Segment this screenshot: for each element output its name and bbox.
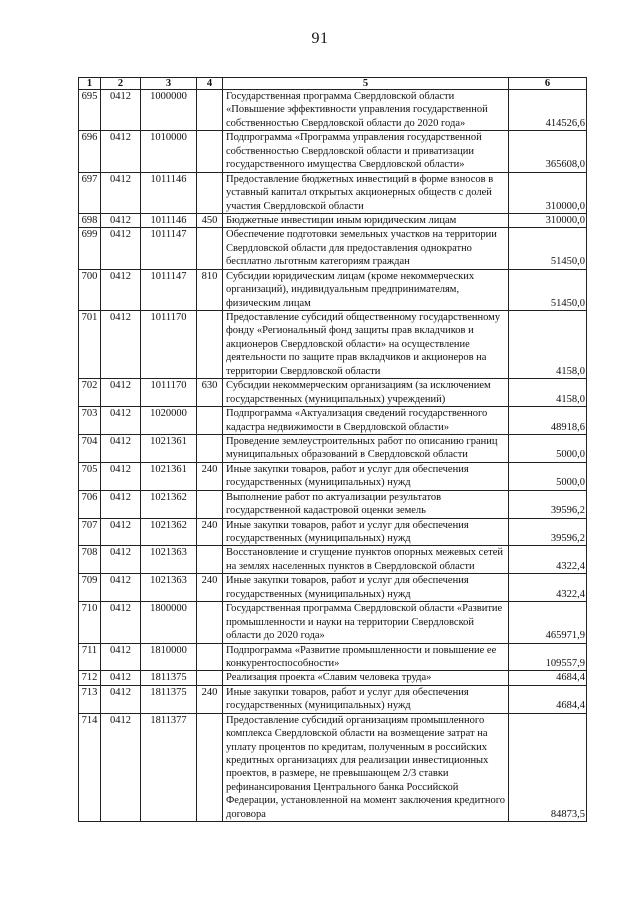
section-code-cell: 0412 [101, 407, 141, 435]
expense-type-cell [197, 546, 223, 574]
expense-type-cell [197, 172, 223, 213]
expense-type-cell [197, 490, 223, 518]
target-code-cell: 1021363 [141, 546, 197, 574]
section-code-cell: 0412 [101, 643, 141, 671]
expense-type-cell [197, 311, 223, 379]
expense-type-cell: 240 [197, 462, 223, 490]
description-cell: Обеспечение подготовки земельных участков на территории Свердловской области для предоставления однократно бесплатно льготным категориям граждан [223, 228, 509, 269]
description-cell: Иные закупки товаров, работ и услуг для обеспечения государственных (муниципальных) нужд [223, 518, 509, 546]
target-code-cell: 1020000 [141, 407, 197, 435]
budget-table [78, 77, 587, 822]
target-code-cell: 1021361 [141, 434, 197, 462]
target-code-cell: 1011170 [141, 379, 197, 407]
target-code-cell: 1810000 [141, 643, 197, 671]
amount-cell: 48918,6 [509, 407, 587, 435]
section-code-cell: 0412 [101, 90, 141, 131]
table-row [79, 643, 587, 671]
section-code-cell: 0412 [101, 172, 141, 213]
table-row [79, 462, 587, 490]
target-code-cell: 1011170 [141, 311, 197, 379]
table-row [79, 602, 587, 643]
target-code-cell: 1800000 [141, 602, 197, 643]
expense-type-cell [197, 671, 223, 685]
target-code-cell: 1010000 [141, 131, 197, 172]
column-header: 2 [101, 78, 141, 90]
column-header: 3 [141, 78, 197, 90]
amount-cell: 365608,0 [509, 131, 587, 172]
table-row [79, 90, 587, 131]
row-number-cell: 711 [79, 643, 101, 671]
row-number-cell: 704 [79, 434, 101, 462]
description-cell: Иные закупки товаров, работ и услуг для обеспечения государственных (муниципальных) нужд [223, 574, 509, 602]
target-code-cell: 1011147 [141, 269, 197, 310]
row-number-cell: 695 [79, 90, 101, 131]
table-row [79, 518, 587, 546]
expense-type-cell: 450 [197, 213, 223, 227]
target-code-cell: 1811375 [141, 685, 197, 713]
table-header-row [79, 78, 587, 90]
expense-type-cell: 240 [197, 574, 223, 602]
table-row [79, 269, 587, 310]
table-row [79, 213, 587, 227]
table-row [79, 574, 587, 602]
description-cell: Субсидии юридическим лицам (кроме некоммерческих организаций), индивидуальным предпринимателям, физическим лицам [223, 269, 509, 310]
row-number-cell: 701 [79, 311, 101, 379]
table-row [79, 671, 587, 685]
table-row [79, 713, 587, 822]
expense-type-cell [197, 434, 223, 462]
target-code-cell: 1811377 [141, 713, 197, 822]
description-cell: Предоставление субсидий общественному государственному фонду «Региональный фонд защиты прав вкладчиков и акционеров Свердловской области» на осуществление деятельности по защите прав вкладчиков и акционеров на территории Свердловской области [223, 311, 509, 379]
section-code-cell: 0412 [101, 311, 141, 379]
description-cell: Подпрограмма «Программа управления государственной собственностью Свердловской области и приватизации государственного имущества Свердловской области» [223, 131, 509, 172]
row-number-cell: 697 [79, 172, 101, 213]
description-cell: Иные закупки товаров, работ и услуг для обеспечения государственных (муниципальных) нужд [223, 685, 509, 713]
row-number-cell: 710 [79, 602, 101, 643]
table-body [79, 90, 587, 822]
target-code-cell: 1011146 [141, 172, 197, 213]
expense-type-cell [197, 131, 223, 172]
section-code-cell: 0412 [101, 131, 141, 172]
amount-cell: 109557,9 [509, 643, 587, 671]
amount-cell: 5000,0 [509, 462, 587, 490]
description-cell: Субсидии некоммерческим организациям (за исключением государственных (муниципальных) учреждений) [223, 379, 509, 407]
row-number-cell: 714 [79, 713, 101, 822]
target-code-cell: 1011147 [141, 228, 197, 269]
table-row [79, 311, 587, 379]
column-header: 5 [223, 78, 509, 90]
expense-type-cell: 630 [197, 379, 223, 407]
amount-cell: 39596,2 [509, 518, 587, 546]
section-code-cell: 0412 [101, 213, 141, 227]
description-cell: Государственная программа Свердловской области «Развитие промышленности и науки на территории Свердловской области до 2020 года» [223, 602, 509, 643]
section-code-cell: 0412 [101, 228, 141, 269]
amount-cell: 414526,6 [509, 90, 587, 131]
section-code-cell: 0412 [101, 671, 141, 685]
row-number-cell: 703 [79, 407, 101, 435]
amount-cell: 310000,0 [509, 213, 587, 227]
column-header: 6 [509, 78, 587, 90]
row-number-cell: 700 [79, 269, 101, 310]
amount-cell: 5000,0 [509, 434, 587, 462]
expense-type-cell [197, 90, 223, 131]
description-cell: Предоставление субсидий организациям промышленного комплекса Свердловской области на возмещение затрат на уплату процентов по кредитам, полученным в российских кредитных организациях для реализации инвестиционных проектов, в размере, не превышающем 2/3 ставки рефинансирования Центрального банка Российской Федерации, установленной на момент заключения кредитного договора [223, 713, 509, 822]
column-header: 4 [197, 78, 223, 90]
target-code-cell: 1011146 [141, 213, 197, 227]
expense-type-cell [197, 643, 223, 671]
section-code-cell: 0412 [101, 713, 141, 822]
description-cell: Реализация проекта «Славим человека труда» [223, 671, 509, 685]
section-code-cell: 0412 [101, 434, 141, 462]
amount-cell: 4158,0 [509, 311, 587, 379]
table-row [79, 434, 587, 462]
expense-type-cell [197, 407, 223, 435]
amount-cell: 4684,4 [509, 671, 587, 685]
expense-type-cell [197, 228, 223, 269]
target-code-cell: 1021363 [141, 574, 197, 602]
amount-cell: 310000,0 [509, 172, 587, 213]
section-code-cell: 0412 [101, 574, 141, 602]
amount-cell: 4322,4 [509, 546, 587, 574]
section-code-cell: 0412 [101, 602, 141, 643]
expense-type-cell: 240 [197, 685, 223, 713]
section-code-cell: 0412 [101, 685, 141, 713]
table-row [79, 131, 587, 172]
table-row [79, 685, 587, 713]
target-code-cell: 1811375 [141, 671, 197, 685]
row-number-cell: 699 [79, 228, 101, 269]
column-header: 1 [79, 78, 101, 90]
section-code-cell: 0412 [101, 379, 141, 407]
row-number-cell: 712 [79, 671, 101, 685]
table-row [79, 172, 587, 213]
description-cell: Бюджетные инвестиции иным юридическим лицам [223, 213, 509, 227]
table-row [79, 546, 587, 574]
table-row [79, 379, 587, 407]
target-code-cell: 1021362 [141, 490, 197, 518]
amount-cell: 4158,0 [509, 379, 587, 407]
amount-cell: 39596,2 [509, 490, 587, 518]
target-code-cell: 1000000 [141, 90, 197, 131]
description-cell: Восстановление и сгущение пунктов опорных межевых сетей на землях населенных пунктов в Свердловской области [223, 546, 509, 574]
row-number-cell: 702 [79, 379, 101, 407]
row-number-cell: 698 [79, 213, 101, 227]
target-code-cell: 1021361 [141, 462, 197, 490]
table-row [79, 228, 587, 269]
expense-type-cell: 240 [197, 518, 223, 546]
section-code-cell: 0412 [101, 269, 141, 310]
amount-cell: 465971,9 [509, 602, 587, 643]
amount-cell: 51450,0 [509, 269, 587, 310]
amount-cell: 4322,4 [509, 574, 587, 602]
expense-type-cell [197, 602, 223, 643]
row-number-cell: 713 [79, 685, 101, 713]
description-cell: Предоставление бюджетных инвестиций в форме взносов в уставный капитал открытых акционерных обществ с долей участия Свердловской области [223, 172, 509, 213]
row-number-cell: 706 [79, 490, 101, 518]
amount-cell: 51450,0 [509, 228, 587, 269]
description-cell: Государственная программа Свердловской области «Повышение эффективности управления государственной собственностью Свердловской области до 2020 года» [223, 90, 509, 131]
description-cell: Подпрограмма «Актуализация сведений государственного кадастра недвижимости в Свердловской области» [223, 407, 509, 435]
description-cell: Подпрограмма «Развитие промышленности и повышение ее конкурентоспособности» [223, 643, 509, 671]
section-code-cell: 0412 [101, 546, 141, 574]
row-number-cell: 709 [79, 574, 101, 602]
description-cell: Выполнение работ по актуализации результатов государственной кадастровой оценки земель [223, 490, 509, 518]
page-number: 91 [311, 30, 329, 47]
section-code-cell: 0412 [101, 462, 141, 490]
target-code-cell: 1021362 [141, 518, 197, 546]
table-row [79, 407, 587, 435]
section-code-cell: 0412 [101, 490, 141, 518]
section-code-cell: 0412 [101, 518, 141, 546]
amount-cell: 84873,5 [509, 713, 587, 822]
row-number-cell: 696 [79, 131, 101, 172]
amount-cell: 4684,4 [509, 685, 587, 713]
row-number-cell: 707 [79, 518, 101, 546]
description-cell: Иные закупки товаров, работ и услуг для обеспечения государственных (муниципальных) нужд [223, 462, 509, 490]
table-row [79, 490, 587, 518]
description-cell: Проведение землеустроительных работ по описанию границ муниципальных образований в Свердловской области [223, 434, 509, 462]
row-number-cell: 705 [79, 462, 101, 490]
expense-type-cell: 810 [197, 269, 223, 310]
expense-type-cell [197, 713, 223, 822]
row-number-cell: 708 [79, 546, 101, 574]
